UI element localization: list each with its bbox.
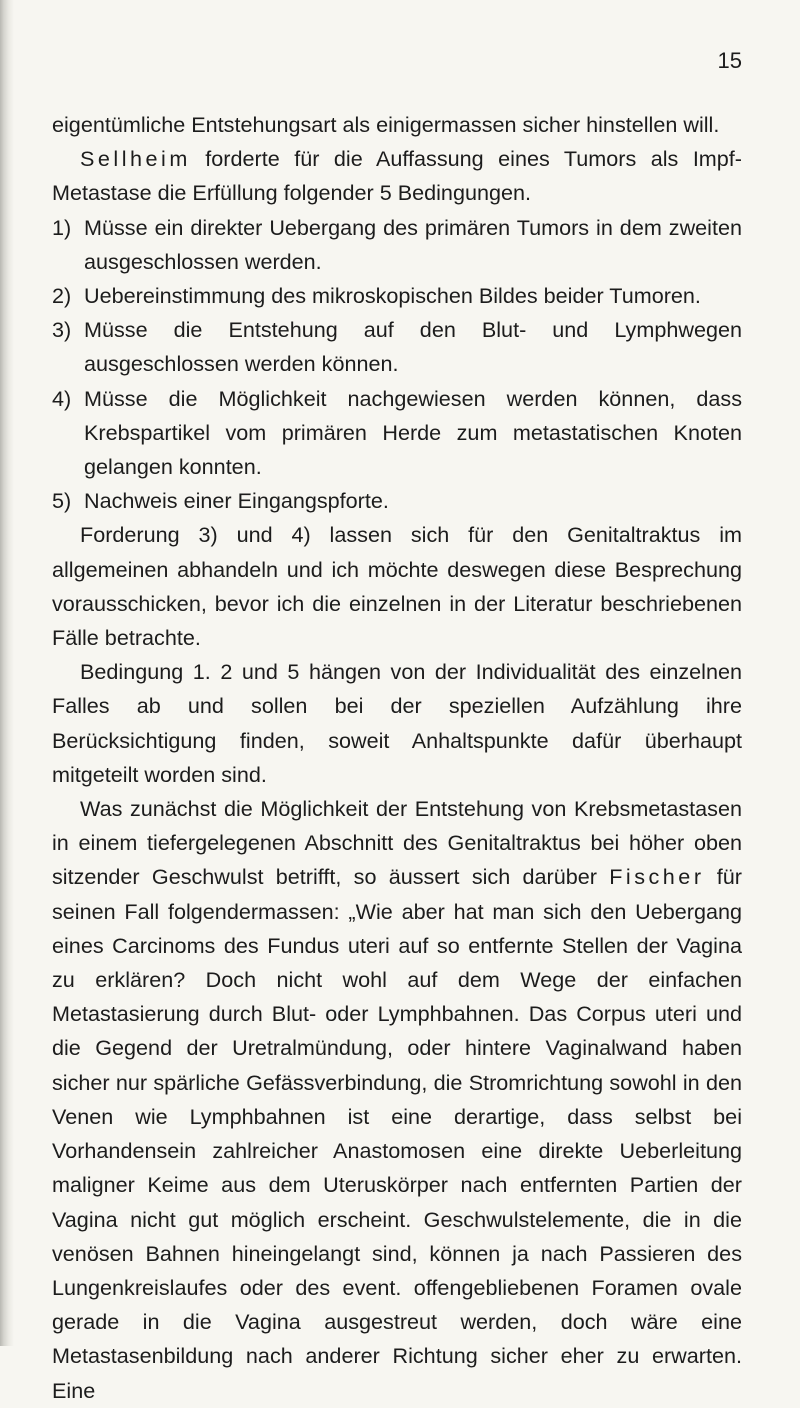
condition-text: Müsse die Möglichkeit nachgewiesen werden können, dass Krebspartikel vom primären Herde zum metastatischen Knoten gelangen konnten. [84, 385, 742, 480]
page-binding-edge [0, 0, 14, 1346]
body-text [52, 108, 742, 1408]
condition-number: 3) [52, 317, 72, 343]
condition-number: 5) [52, 488, 72, 514]
paragraph-fischer-text-b: für seinen Fall folgendermassen: „Wie aber hat man sich den Uebergang eines Carcinoms des Fundus uteri auf so entfernte Stellen der Vagina zu erklären? Doch nicht wohl auf dem Wege der einfachen Metastasierung durch Blut- oder Lymphbahnen. Das Corpus uteri und die Gegend der Uretralmündung, oder hintere Vaginalwand haben sicher nur spärliche Gefässverbindung, die Stromrichtung sowohl in den Venen wie Lymphbahnen ist eine derartige, dass selbst bei Vorhandensein zahlreicher Anastomosen eine direkte Ueberleitung maligner Keime aus dem Uteruskörper nach entfernten Partien der Vagina nicht gut möglich erscheint. Geschwulstelemente, die in die venösen Bahnen hineingelangt sind, können ja nach Passieren des Lungenkreislaufes oder des event. offengebliebenen Foramen ovale gerade in die Vagina ausgestreut werden, doch wäre eine Metastasenbildung nach anderer Richtung sicher eher zu erwarten. Eine [52, 864, 742, 1403]
paragraph-fischer-text-a: Was zunächst die Möglichkeit der Entstehung von Krebsmetastasen in einem tiefergelegenen Abschnitt des Genitaltraktus bei höher oben sitzender Geschwulst betrifft, so äussert sich darüber [52, 796, 742, 890]
condition-item-4 [52, 382, 742, 485]
condition-item-1 [52, 211, 742, 279]
condition-item-5 [52, 484, 742, 518]
paragraph-intro: eigentümliche Entstehungsart als einigermassen sicher hinstellen will. [52, 112, 720, 137]
paragraph-forderung: Forderung 3) und 4) lassen sich für den Genitaltraktus im allgemeinen abhandeln und ich möchte deswegen diese Besprechung vorausschicken, bevor ich die einzelnen in der Literatur beschriebenen Fälle betrachte. [52, 522, 742, 651]
condition-text: Nachweis einer Eingangspforte. [84, 488, 389, 514]
paragraph-fischer-quote [52, 792, 742, 1408]
paragraph-bedingung: Bedingung 1. 2 und 5 hängen von der Individualität des einzelnen Falles ab und sollen bei der speziellen Aufzählung ihre Berücksichtigung finden, soweit Anhaltspunkte dafür überhaupt mitgeteilt worden sind. [52, 659, 742, 787]
condition-text: Müsse die Entstehung auf den Blut- und Lymphwegen ausgeschlossen werden können. [84, 317, 742, 377]
author-name-fischer: Fischer [609, 864, 705, 890]
page-number: 15 [717, 48, 742, 73]
condition-item-2 [52, 279, 742, 313]
condition-text: Uebereinstimmung des mikroskopischen Bildes beider Tumoren. [84, 283, 701, 309]
condition-text: Müsse ein direkter Uebergang des primären Tumors in dem zweiten ausgeschlossen werden. [84, 214, 742, 274]
paragraph-sellheim [52, 142, 742, 210]
condition-number: 2) [52, 283, 72, 309]
condition-number: 4) [52, 385, 72, 411]
paragraph-sellheim-text: forderte für die Auffassung eines Tumors als Impf-Metastase die Erfüllung folgender 5 Bedingungen. [52, 146, 742, 206]
condition-item-3 [52, 313, 742, 381]
author-name-sellheim: Sellheim [80, 146, 191, 172]
document-page [52, 46, 742, 1403]
condition-number: 1) [52, 214, 72, 240]
